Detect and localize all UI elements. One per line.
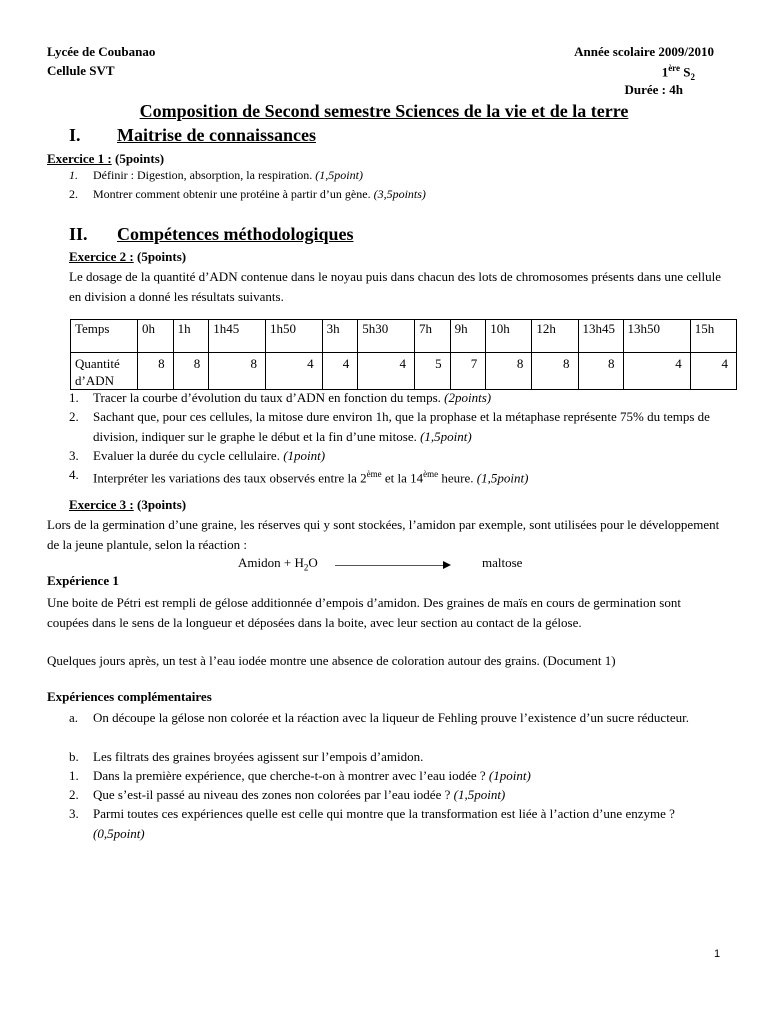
- school-year: Année scolaire 2009/2010: [574, 44, 714, 59]
- arrow-head-icon: [443, 561, 451, 569]
- exam-duration: Durée : 4h: [624, 82, 683, 97]
- table-cell: 8: [486, 353, 532, 390]
- reaction-left: Amidon + $H_2O$: [238, 555, 318, 573]
- table-cell: 8: [578, 353, 623, 390]
- experience-1-paragraph: Une boite de Pétri est rempli de gélose additionnée d’empois d’amidon. Des graines de maïs en cours de germination sont coupées dans le sens de la longueur et déposées dans la boite, avec leur section au contact de la gélose.: [47, 595, 681, 630]
- dna-table: [70, 319, 737, 390]
- section-2-heading: II. Compétences méthodologiques: [69, 224, 354, 244]
- table-row: [71, 320, 737, 353]
- table-cell: 4: [265, 353, 322, 390]
- table-cell: 13h45: [578, 320, 623, 353]
- table-cell: 1h50: [265, 320, 322, 353]
- page-title: Composition de Second semestre Sciences de la vie et de la terre: [139, 101, 629, 121]
- cell-name: Cellule SVT: [47, 63, 115, 78]
- table-header-cell: Quantité d’ADN: [71, 353, 138, 390]
- table-cell: 4: [690, 353, 736, 390]
- exam-page: Lycée de Coubanao Cellule SVT Année scolaire 2009/2010 1ère $S_2$ Durée : 4h Composition de Second semestre Sciences de la vie et de la terre I. Maitrise de connaissances Exercice 1 : (5points) 1. Définir : Digestion, absorption, la respiration. (1,5point) 2. Montrer comment obtenir une protéine à partir d’un gène. (3,5points) II. Compétences méthodologiques Exercice 2 : (5points) Le dosage de la quantité d’ADN contenue dans le noyau puis dans chacun des lots de chromosomes présents dans une cellule en division a donné les résultats suivants. Temps 0h 1h 1h45 1h50 3h 5h30 7h 9h 10h 12h 13h45 13h50 15h Quantité d’ADN 8 8 8 4 4 4 5 7 8 8 8 4 4 1. Tracer la courbe d’évolution du taux d’ADN en fonction du temps. (2points) 2. Sachant que, pour ces cellules, la mitose dure environ 1h, que la prophase et la métaphase représente 75% du temps de division, indiquer sur le graphe le début et la fin d’une mitose. (1,5point) 3. Evaluer la durée du cycle cellulaire. (1point) 4. Interpréter les variations des taux observés entre la 2ème et la 14ème heure. (1,5point) Exercice 3 : (3points) Lors de la germination d’une graine, les réserves qui y sont stockées, l’amidon par exemple, sont utilisées pour le développement de la jeune plantule, selon la réaction : Amidon + $H_2O$ maltose Expérience 1 Une boite de Pétri est rempli de gélose additionnée d’empois d’amidon. Des graines de maïs en cours de germination sont coupées dans le sens de la longueur et déposées dans la boite, avec leur section au contact de la gélose. Quelques jours après, un test à l’eau iodée montre une absence de coloration autour des grains. (Document 1) Expériences complémentaires a. On découpe la gélose non colorée et la réaction avec la liqueur de Fehling prouve l’existence d’un sucre réducteur. b. Les filtrats des graines broyées agissent sur l’empois d’amidon. 1. Dans la première expérience, que cherche-t-on à montrer avec l’eau iodée ? (1point) 2. Que s’est-il passé au niveau des zones non colorées par l’eau iodée ? (1,5point) 3. Parmi toutes ces expériences quelle est celle qui montre que la transformation est liée à l’action d’une enzyme ? (0,5point) 1: [0, 0, 768, 1024]
- table-cell: 8: [138, 353, 174, 390]
- table-row: [71, 353, 737, 390]
- table-cell: 3h: [322, 320, 358, 353]
- table-cell: 1h: [173, 320, 209, 353]
- exercise-2-intro: Le dosage de la quantité d’ADN contenue dans le noyau puis dans chacun des lots de chromosomes présents dans une cellule en division a donné les résultats suivants.: [69, 269, 721, 304]
- class-label: 1ère $S_2$: [661, 63, 695, 82]
- table-cell: 15h: [690, 320, 736, 353]
- school-name: Lycée de Coubanao: [47, 44, 156, 59]
- exercise-1-heading: Exercice 1 : (5points): [47, 151, 165, 166]
- table-cell: 7h: [414, 320, 450, 353]
- exercise-2-heading: Exercice 2 : (5points): [69, 249, 187, 264]
- complementary-heading: Expériences complémentaires: [47, 689, 212, 704]
- table-cell: 0h: [138, 320, 174, 353]
- table-cell: 4: [322, 353, 358, 390]
- table-cell: 7: [450, 353, 486, 390]
- table-cell: 9h: [450, 320, 486, 353]
- reaction-right: maltose: [482, 555, 523, 570]
- section-1-heading: I. Maitrise de connaissances: [69, 125, 316, 145]
- exercise-3-intro: Lors de la germination d’une graine, les réserves qui y sont stockées, l’amidon par exemple, sont utilisées pour le développement de la jeune plantule, selon la réaction :: [47, 517, 720, 552]
- table-cell: 8: [173, 353, 209, 390]
- table-cell: 4: [623, 353, 690, 390]
- table-cell: 8: [209, 353, 266, 390]
- experience-1-result: Quelques jours après, un test à l’eau iodée montre une absence de coloration autour des grains. (Document 1): [47, 653, 616, 668]
- table-cell: 5h30: [358, 320, 415, 353]
- table-cell: 1h45: [209, 320, 266, 353]
- exercise-3-heading: Exercice 3 : (3points): [69, 497, 187, 512]
- experience-1-heading: Expérience 1: [47, 573, 119, 588]
- table-cell: 10h: [486, 320, 532, 353]
- table-cell: 5: [414, 353, 450, 390]
- table-cell: 8: [532, 353, 578, 390]
- reaction-arrow: [335, 565, 445, 566]
- page-number: 1: [714, 948, 721, 960]
- table-cell: 4: [358, 353, 415, 390]
- table-header-cell: Temps: [71, 320, 138, 353]
- table-cell: 12h: [532, 320, 578, 353]
- table-cell: 13h50: [623, 320, 690, 353]
